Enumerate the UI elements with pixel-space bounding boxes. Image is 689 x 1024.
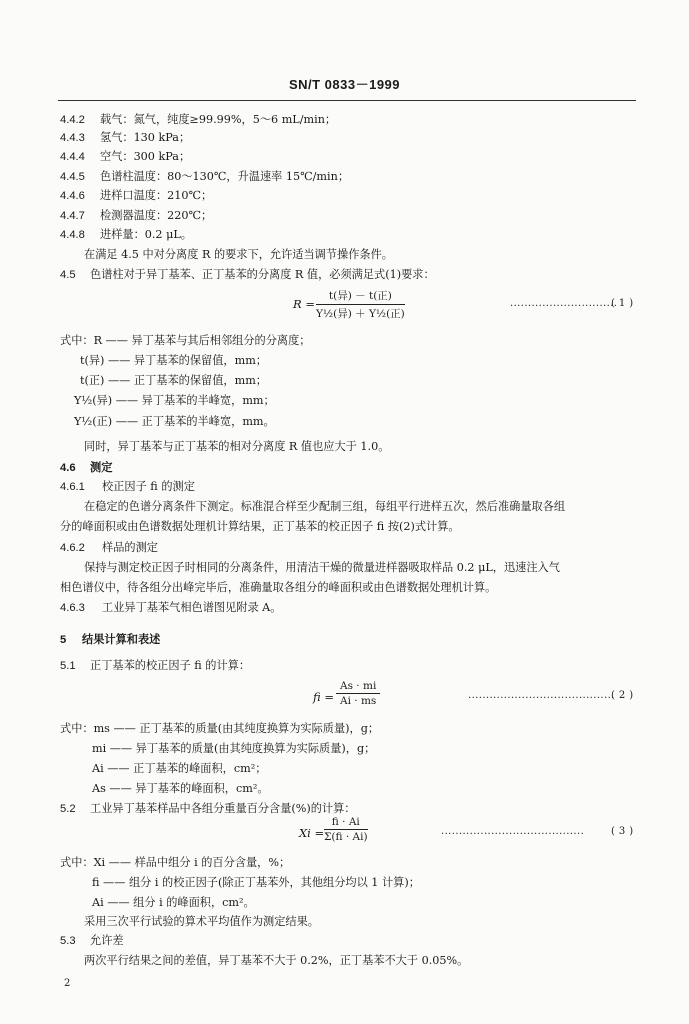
item-4-4-7: 4.4.7 检测器温度：220℃； xyxy=(60,209,213,222)
item-4-4-5: 4.4.5 色谱柱温度：80～130℃，升温速率 15℃/min； xyxy=(60,170,350,183)
formula-3-leader: ........................................ xyxy=(441,826,585,837)
para-4-6-2-b: 相色谱仪中，待各组分出峰完毕后，准确量取各组分的峰面积或由色谱数据处理机计算。 xyxy=(60,581,497,594)
section-5-2: 5.2 工业异丁基苯样品中各组分重量百分含量(%)的计算： xyxy=(60,802,356,815)
where-t-iso: t(异) —— 异丁基苯的保留值，mm； xyxy=(80,354,267,367)
formula-2-lhs: fi = xyxy=(313,690,334,704)
formula-2-fraction xyxy=(336,680,380,707)
where-As: As —— 异丁基苯的峰面积，cm²。 xyxy=(92,782,269,795)
note-adjust-conditions: 在满足 4.5 中对分离度 R 的要求下，允许适当调节操作条件。 xyxy=(84,248,393,261)
section-5-3: 5.3 允许差 xyxy=(60,934,124,947)
section-5-1: 5.1 正丁基苯的校正因子 fi 的计算： xyxy=(60,659,251,672)
formula-1-number: ( 1 ) xyxy=(611,298,634,309)
formula-3-lhs: Xi = xyxy=(299,826,325,840)
section-4-6: 4.6 测定 xyxy=(60,460,113,474)
where-y-iso: Y½(异) —— 异丁基苯的半峰宽，mm； xyxy=(74,394,275,407)
note-relative-resolution: 同时，异丁基苯与正丁基苯的相对分离度 R 值也应大于 1.0。 xyxy=(84,440,390,453)
para-5-3: 两次平行结果之间的差值，异丁基苯不大于 0.2%，正丁基苯不大于 0.05%。 xyxy=(84,954,469,967)
where-y-n: Y½(正) —— 正丁基苯的半峰宽，mm。 xyxy=(74,415,275,428)
where-ms: 式中：ms —— 正丁基苯的质量(由其纯度换算为实际质量)，g； xyxy=(60,722,380,735)
page-header: SN/T 0833－1999 xyxy=(288,77,401,92)
where-t-n: t(正) —— 正丁基苯的保留值，mm； xyxy=(80,374,267,387)
item-4-4-6: 4.4.6 进样口温度：210℃； xyxy=(60,189,213,202)
formula-1-numerator: t(异) － t(正) xyxy=(316,288,405,305)
where-mi: mi —— 异丁基苯的质量(由其纯度换算为实际质量)，g； xyxy=(92,742,376,755)
page-number: 2 xyxy=(64,978,71,989)
item-4-4-8: 4.4.8 进样量：0.2 μL。 xyxy=(60,228,192,241)
note-average: 采用三次平行试验的算术平均值作为测定结果。 xyxy=(84,915,319,928)
item-4-4-2: 4.4.2 载气：氮气，纯度≥99.99%，5～6 mL/min； xyxy=(60,113,337,126)
where-Ai: Ai —— 正丁基苯的峰面积，cm²； xyxy=(92,762,267,775)
formula-2-numerator: As · mi xyxy=(336,680,380,694)
formula-3-denominator: Σ(fi · Ai) xyxy=(324,831,368,843)
formula-3-numerator: fi · Ai xyxy=(324,816,368,830)
formula-2-denominator: Ai · ms xyxy=(340,695,377,707)
para-4-6-1-a: 在稳定的色谱分离条件下测定。标准混合样至少配制三组，每组平行进样五次，然后准确量取各组 xyxy=(84,500,566,513)
formula-3-fraction xyxy=(324,816,368,843)
where-Xi: 式中：Xi —— 样品中组分 i 的百分含量，%； xyxy=(60,856,291,869)
formula-3-number: ( 3 ) xyxy=(611,826,634,837)
item-4-4-4: 4.4.4 空气：300 kPa； xyxy=(60,150,191,163)
section-4-6-2: 4.6.2 样品的测定 xyxy=(60,541,158,554)
section-5: 5 结果计算和表述 xyxy=(60,632,161,646)
formula-2-number: ( 2 ) xyxy=(611,690,634,701)
formula-1-fraction xyxy=(316,288,405,321)
formula-2-leader: ......................................... xyxy=(468,690,615,701)
section-4-5: 4.5 色谱柱对于异丁基苯、正丁基苯的分离度 R 值，必须满足式(1)要求： xyxy=(60,268,435,281)
formula-1-lhs: R = xyxy=(293,297,315,311)
where-Ai-2: Ai —— 组分 i 的峰面积，cm²。 xyxy=(92,896,255,909)
formula-1-leader: .............................. xyxy=(510,298,618,309)
para-4-6-2-a: 保持与测定校正因子时相同的分离条件，用清洁干燥的微量进样器吸取样品 0.2 μL，迅速注入气 xyxy=(84,561,560,574)
para-4-6-1-b: 分的峰面积或由色谱数据处理机计算结果，正丁基苯的校正因子 fi 按(2)式计算。 xyxy=(60,520,460,533)
where-R: 式中：R —— 异丁基苯与其后相邻组分的分离度； xyxy=(60,334,311,347)
where-fi: fi —— 组分 i 的校正因子(除正丁基苯外，其他组分均以 1 计算)； xyxy=(92,876,420,889)
item-4-4-3: 4.4.3 氢气：130 kPa； xyxy=(60,131,191,144)
header-rule xyxy=(58,100,636,101)
section-4-6-3: 4.6.3 工业异丁基苯气相色谱图见附录 A。 xyxy=(60,601,282,614)
formula-1-denominator: Y½(异) ＋ Y½(正) xyxy=(316,308,405,320)
section-4-6-1: 4.6.1 校正因子 fi 的测定 xyxy=(60,480,195,493)
